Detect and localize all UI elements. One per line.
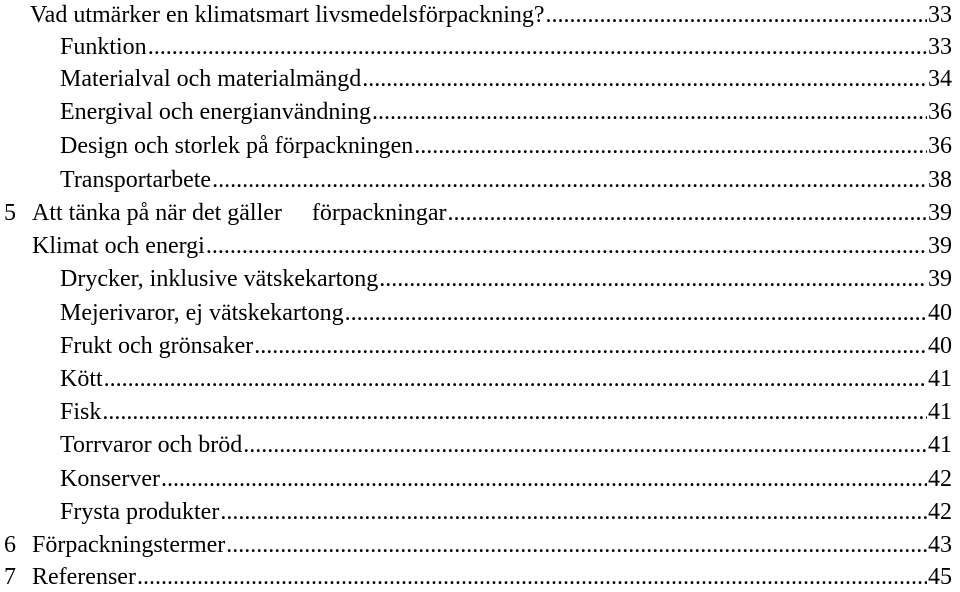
toc-page-number: 36 — [928, 99, 952, 125]
toc-entry-title: Frysta produkter — [60, 499, 220, 525]
toc-entry-title: Drycker, inklusive vätskekartong — [60, 266, 379, 292]
toc-entry-title: Frukt och grönsaker — [60, 333, 254, 359]
toc-entry-title: Materialval och materialmängd — [60, 66, 362, 92]
toc-row — [0, 264, 952, 294]
toc-page-number: 34 — [928, 66, 952, 92]
toc-row — [0, 64, 952, 94]
toc-leader-dots — [379, 264, 927, 294]
toc-entry-title: Kött — [60, 366, 103, 392]
toc-page-number: 38 — [928, 167, 952, 193]
toc-page-number: 33 — [928, 2, 952, 28]
toc-page-number: 41 — [928, 432, 952, 458]
toc-page-number: 39 — [928, 266, 952, 292]
toc-leader-dots — [104, 364, 927, 394]
toc-entry-title: Mejerivaror, ej vätskekartong — [60, 300, 344, 326]
toc-section-number: 6 — [4, 532, 16, 558]
toc-entry-title: Konserver — [60, 466, 160, 492]
toc-row — [0, 97, 952, 127]
toc-page-number: 36 — [928, 133, 952, 159]
toc-row — [0, 32, 952, 62]
toc-leader-dots — [546, 0, 927, 30]
toc-row — [0, 331, 952, 361]
toc-page-number: 42 — [928, 499, 952, 525]
toc-entry-title: Transportarbete — [60, 167, 212, 193]
toc-leader-dots — [226, 530, 927, 560]
toc-row — [0, 231, 952, 261]
toc-leader-dots — [137, 562, 927, 592]
toc-leader-dots — [345, 298, 927, 328]
toc-page-number: 39 — [928, 200, 952, 226]
toc-page-number: 40 — [928, 300, 952, 326]
toc-leader-dots — [362, 64, 927, 94]
toc-leader-dots — [206, 231, 927, 261]
toc-leader-dots — [161, 464, 927, 494]
toc-entry-title: Torrvaror och bröd — [60, 432, 243, 458]
toc-row — [0, 397, 952, 427]
toc-leader-dots — [102, 397, 927, 427]
toc-entry-title: Fisk — [60, 399, 102, 425]
toc-section-number: 7 — [4, 564, 16, 590]
toc-entry-title: Att tänka på när det gäller förpackningar — [32, 200, 447, 226]
toc-entry-title: Energival och energianvändning — [60, 99, 372, 125]
toc-row — [0, 364, 952, 394]
toc-page-number: 40 — [928, 333, 952, 359]
toc-page-number: 42 — [928, 466, 952, 492]
toc-entry-title: Referenser — [32, 564, 136, 590]
toc-leader-dots — [372, 97, 927, 127]
toc-page-number: 41 — [928, 366, 952, 392]
toc-page-number: 43 — [928, 532, 952, 558]
toc-row — [0, 430, 952, 460]
toc-row — [0, 464, 952, 494]
toc-row — [0, 562, 952, 592]
toc-entry-title: Design och storlek på förpackningen — [60, 133, 414, 159]
toc-leader-dots — [414, 131, 927, 161]
toc-row — [0, 497, 952, 527]
toc-entry-title: Vad utmärker en klimatsmart livsmedelsförpackning? — [30, 2, 545, 28]
toc-row — [0, 198, 952, 228]
toc-entry-title: Klimat och energi — [32, 233, 205, 259]
toc-page-number: 41 — [928, 399, 952, 425]
toc-row — [0, 165, 952, 195]
toc-entry-title: Funktion — [60, 34, 147, 60]
toc-entry-title: Förpackningstermer — [32, 532, 226, 558]
toc-row — [0, 298, 952, 328]
toc-row — [0, 530, 952, 560]
toc-leader-dots — [254, 331, 927, 361]
toc-leader-dots — [220, 497, 927, 527]
toc-leader-dots — [212, 165, 927, 195]
toc-row — [0, 131, 952, 161]
toc-leader-dots — [243, 430, 927, 460]
toc-row — [0, 0, 952, 30]
toc-page-number: 39 — [928, 233, 952, 259]
toc-leader-dots — [148, 32, 927, 62]
toc-page-number: 33 — [928, 34, 952, 60]
toc-leader-dots — [448, 198, 928, 228]
toc-page-number: 45 — [928, 564, 952, 590]
toc-section-number: 5 — [4, 200, 16, 226]
